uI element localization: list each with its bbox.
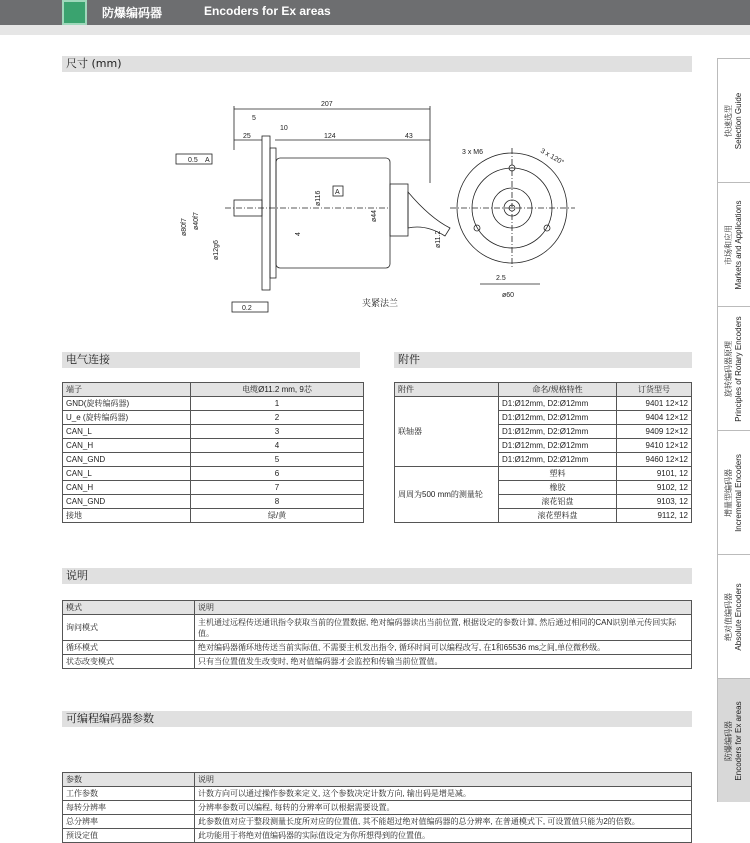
group-wheel: 周周为500 mm的测量轮 [395, 467, 499, 523]
cell: CAN_H [63, 481, 191, 495]
table-row [63, 495, 364, 509]
col-order: 订货型号 [617, 383, 692, 397]
section-params: 可编程编码器参数 [62, 711, 692, 727]
sidebar-label-cn: 防爆编码器 [724, 720, 733, 761]
col-mode: 模式 [63, 601, 195, 615]
cell: 分辨率参数可以编程, 每转的分辨率可以根据需要设置。 [195, 801, 692, 815]
cell: 总分辨率 [63, 815, 195, 829]
sidebar-label-cn: 绝对值编码器 [724, 592, 733, 641]
tol-05: 0.5 [188, 157, 198, 164]
header-divider [0, 25, 750, 35]
dim-5: 5 [252, 115, 256, 122]
cell: 接地 [63, 509, 191, 523]
cell: 此功能用于将绝对值编码器的实际值设定为你所想得到的位置值。 [195, 829, 692, 843]
table-row [63, 425, 364, 439]
table-row [63, 815, 692, 829]
table-row [63, 787, 692, 801]
table-row [63, 397, 364, 411]
dim-12g6: ø12g6 [213, 240, 220, 260]
col-param: 参数 [63, 773, 195, 787]
cell: CAN_L [63, 425, 191, 439]
sidebar-label-en: Selection Guide [734, 92, 743, 149]
dimension-drawing [140, 88, 600, 324]
cell: 预设定值 [63, 829, 195, 843]
table-row [63, 467, 364, 481]
cell: U_e (旋转编码器) [63, 411, 191, 425]
cell: 9103, 12 [617, 495, 692, 509]
cell: 9112, 12 [617, 509, 692, 523]
table-row [63, 453, 364, 467]
sidebar-label-cn: 旋转编码器原理 [724, 340, 733, 397]
datum-a: A [205, 157, 210, 164]
table-header-row [395, 383, 692, 397]
dim-60: ø60 [502, 292, 515, 299]
cell: 滚花塑料盘 [499, 509, 617, 523]
cell: 3 [191, 425, 364, 439]
cell: 5 [191, 453, 364, 467]
page-header [0, 0, 750, 25]
table-row [395, 397, 692, 411]
cell: 询问模式 [63, 615, 195, 641]
description-table [62, 600, 692, 669]
params-table [62, 772, 692, 843]
cell: CAN_H [63, 439, 191, 453]
cell: 9404 12×12 [617, 411, 692, 425]
cell: 只有当位置值发生改变时, 绝对值编码器才会监控和传输当前位置值。 [195, 655, 692, 669]
drawing-caption: 夹紧法兰 [362, 298, 399, 308]
cell: D1:Ø12mm, D2:Ø12mm [499, 397, 617, 411]
sidebar-label-cn: 增量型编码器 [724, 468, 733, 517]
cell: 9409 12×12 [617, 425, 692, 439]
dim-3x120: 3 x 120° [539, 147, 565, 167]
dim-25: 25 [243, 133, 251, 140]
table-row [63, 615, 692, 641]
cell: 绝对编码器循环地传送当前实际值, 不需要主机发出指令, 循环时间可以编程改写, 在1和65536 ms之间,单位微秒级。 [195, 641, 692, 655]
cell: 橡胶 [499, 481, 617, 495]
table-row [63, 829, 692, 843]
table-header-row [63, 773, 692, 787]
sidebar-tab-incremental[interactable] [717, 430, 750, 554]
cell: D1:Ø12mm, D2:Ø12mm [499, 425, 617, 439]
table-header-row [63, 601, 692, 615]
cell: 循环模式 [63, 641, 195, 655]
dim-2-5: 2.5 [496, 275, 506, 282]
cell: 2 [191, 411, 364, 425]
table-row [63, 641, 692, 655]
table-row [63, 481, 364, 495]
electrical-table [62, 382, 364, 523]
dim-3xm6: 3 x M6 [462, 149, 484, 156]
table-row [63, 801, 692, 815]
cell: 9410 12×12 [617, 439, 692, 453]
cell: 绿/黄 [191, 509, 364, 523]
cell: 6 [191, 467, 364, 481]
tol-02: 0.2 [242, 305, 252, 312]
cell: 9460 12×12 [617, 453, 692, 467]
cell: 1 [191, 397, 364, 411]
dim-207: 207 [321, 101, 333, 108]
sidebar-label-en: Principles of Rotary Encoders [734, 315, 743, 422]
sidebar-label-en: Markets and Applications [734, 200, 743, 289]
cell: 滚花铝盘 [499, 495, 617, 509]
col-spec: 命名/规格特性 [499, 383, 617, 397]
col-desc: 说明 [195, 601, 692, 615]
cell: D1:Ø12mm, D2:Ø12mm [499, 453, 617, 467]
header-title-cn: 防爆编码器 [102, 6, 163, 20]
cell: 7 [191, 481, 364, 495]
cell: D1:Ø12mm, D2:Ø12mm [499, 439, 617, 453]
datum-a-body: A [335, 189, 340, 196]
dim-116: ø116 [315, 190, 322, 206]
section-dimensions: 尺寸 (mm) [62, 56, 692, 72]
col-param-desc: 说明 [195, 773, 692, 787]
dim-40f7: ø40f7 [193, 212, 200, 230]
dim-4: 4 [295, 232, 302, 236]
table-row [395, 467, 692, 481]
col-cable: 电缆Ø11.2 mm, 9芯 [191, 383, 364, 397]
cell: 8 [191, 495, 364, 509]
dim-80f7: ø80f7 [181, 218, 188, 236]
sidebar-label-en: Encoders for Ex areas [734, 700, 743, 781]
dim-11-2: ø11.2 [435, 230, 442, 248]
cell: 此参数值对应于整段测量长度所对应的位置值, 其不能超过绝对值编码器的总分辨率, 在普通模式下, 可设置值只能为2的倍数。 [195, 815, 692, 829]
cell: 计数方向可以通过操作参数来定义, 这个参数决定计数方向, 输出码是增是减。 [195, 787, 692, 801]
cell: CAN_L [63, 467, 191, 481]
section-marker-icon [62, 0, 87, 25]
dim-44: ø44 [371, 209, 378, 222]
sidebar-tab-markets[interactable] [717, 182, 750, 306]
sidebar-tab-absolute[interactable] [717, 554, 750, 678]
table-row [63, 439, 364, 453]
cell: 工作参数 [63, 787, 195, 801]
section-electrical: 电气连接 [62, 352, 360, 368]
cell: 主机通过远程传送通讯指令获取当前的位置数据, 绝对编码器读出当前位置, 根据设定的参数计算, 然后通过相同的CAN识别单元传回实际值。 [195, 615, 692, 641]
cell: CAN_GND [63, 453, 191, 467]
header-title-en: Encoders for Ex areas [204, 4, 331, 18]
col-terminal: 端子 [63, 383, 191, 397]
col-accessory: 附件 [395, 383, 499, 397]
section-description: 说明 [62, 568, 692, 584]
sidebar-label-en: Absolute Encoders [734, 582, 743, 651]
cell: CAN_GND [63, 495, 191, 509]
group-coupling: 联轴器 [395, 397, 499, 467]
cell: 塑料 [499, 467, 617, 481]
sidebar [717, 58, 750, 832]
cell: 9401 12×12 [617, 397, 692, 411]
section-accessories: 附件 [394, 352, 692, 368]
dim-43: 43 [405, 133, 413, 140]
table-header-row [63, 383, 364, 397]
sidebar-label-cn: 快速选型 [724, 104, 733, 137]
cell: 9102, 12 [617, 481, 692, 495]
sidebar-label-cn: 市场和应用 [724, 224, 733, 265]
cell: 9101, 12 [617, 467, 692, 481]
cell: D1:Ø12mm, D2:Ø12mm [499, 411, 617, 425]
cell: 每转分辨率 [63, 801, 195, 815]
table-row [63, 655, 692, 669]
table-row [63, 411, 364, 425]
dim-10: 10 [280, 125, 288, 132]
cell: 状态改变模式 [63, 655, 195, 669]
cell: 4 [191, 439, 364, 453]
cell: GND(旋转编码器) [63, 397, 191, 411]
sidebar-tab-ex-areas[interactable] [717, 678, 750, 802]
dim-124: 124 [324, 133, 336, 140]
sidebar-tab-principles[interactable] [717, 306, 750, 430]
accessories-table [394, 382, 692, 523]
sidebar-tab-selection-guide[interactable] [717, 58, 750, 182]
sidebar-label-en: Incremental Encoders [734, 453, 743, 532]
table-row [63, 509, 364, 523]
